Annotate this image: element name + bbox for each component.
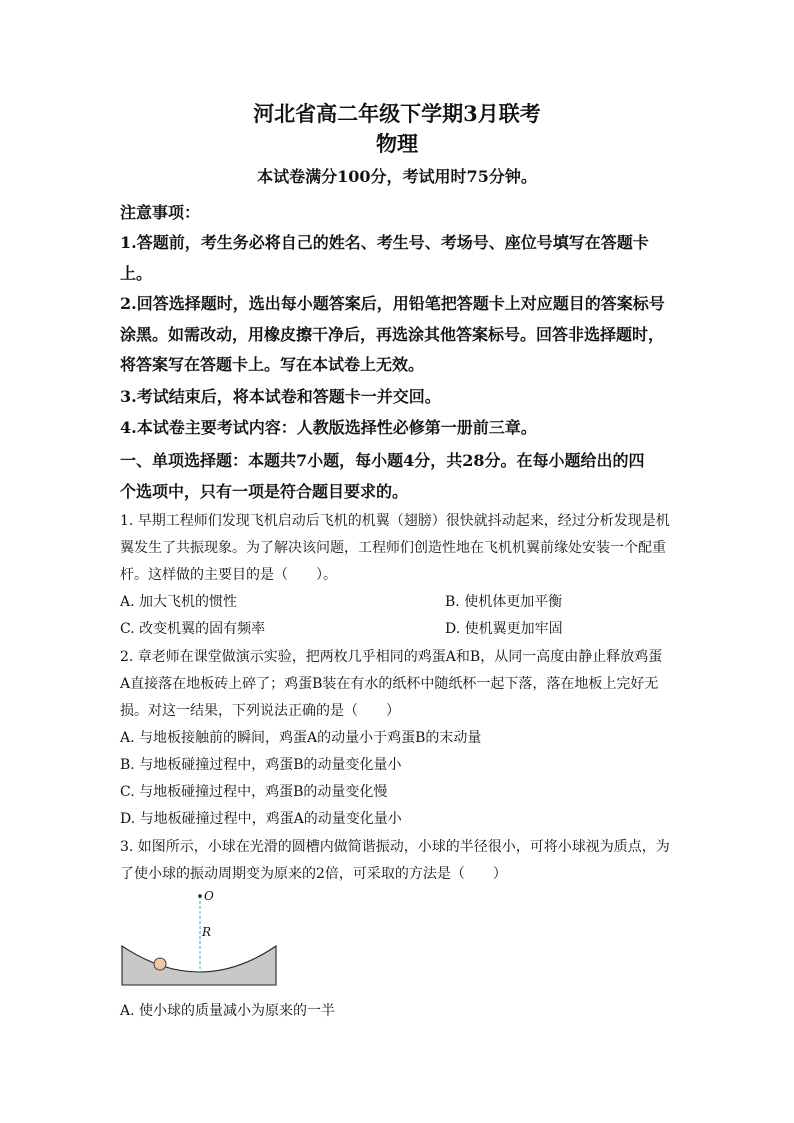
notice-line: 涂黑。如需改动，用橡皮擦干净后，再选涂其他答案标号。回答非选择题时，	[120, 325, 665, 344]
question-1-text: 1. 早期工程师们发现飞机启动后飞机的机翼（翅膀）很快就抖动起来，经过分析发现是机	[120, 513, 670, 529]
question-2-text: 2. 章老师在课堂做演示实验，把两枚几乎相同的鸡蛋A和B，从同一高度由静止释放鸡蛋	[120, 649, 663, 665]
notice-line: 3.考试结束后，将本试卷和答题卡一并交回。	[120, 387, 441, 406]
notice-line: 将答案写在答题卡上。写在本试卷上无效。	[120, 355, 425, 374]
q2-option-b: B. 与地板碰撞过程中，鸡蛋B的动量变化量小	[120, 757, 402, 773]
question-1-text: 杆。这样做的主要目的是（ ）。	[120, 567, 337, 583]
q1-option-c: C. 改变机翼的固有频率	[120, 621, 266, 637]
q2-option-c: C. 与地板碰撞过程中，鸡蛋B的动量变化慢	[120, 784, 388, 800]
q1-option-a: A. 加大飞机的惯性	[120, 594, 238, 610]
label-r: R	[202, 925, 212, 939]
notice-line: 4.本试卷主要考试内容：人教版选择性必修第一册前三章。	[120, 418, 537, 437]
q2-option-d: D. 与地板碰撞过程中，鸡蛋A的动量变化量小	[120, 811, 402, 827]
question-2-text: A直接落在地板砖上碎了；鸡蛋B装在有水的纸杯中随纸杯一起下落，落在地板上完好无	[120, 676, 659, 692]
exam-info: 本试卷满分100分，考试用时75分钟。	[257, 167, 537, 186]
q2-option-a: A. 与地板接触前的瞬间，鸡蛋A的动量小于鸡蛋B的末动量	[120, 730, 482, 746]
groove-figure	[118, 886, 283, 988]
pivot-point	[198, 894, 202, 898]
q1-option-b: B. 使机体更加平衡	[445, 594, 563, 610]
small-ball	[154, 958, 166, 970]
exam-title: 河北省高二年级下学期3月联考	[253, 101, 541, 126]
label-o: O	[204, 889, 214, 903]
question-1-text: 翼发生了共振现象。为了解决该问题，工程师们创造性地在飞机机翼前缘处安装一个配重	[120, 540, 666, 556]
question-3-text: 3. 如图所示，小球在光滑的圆槽内做简谐振动，小球的半径很小，可将小球视为质点，为	[120, 839, 670, 855]
groove-body	[122, 946, 276, 985]
section-heading: 一、单项选择题：本题共7小题，每小题4分，共28分。在每小题给出的四	[120, 451, 645, 470]
notice-line: 2.回答选择题时，选出每小题答案后，用铅笔把答题卡上对应题目的答案标号	[120, 294, 665, 313]
q1-option-d: D. 使机翼更加牢固	[445, 621, 563, 637]
question-2-text: 损。对这一结果，下列说法正确的是（ ）	[120, 703, 400, 719]
q3-option-a: A. 使小球的质量减小为原来的一半	[120, 1003, 336, 1019]
question-3-text: 了使小球的振动周期变为原来的2倍，可采取的方法是（ ）	[120, 866, 507, 882]
notice-line: 1.答题前，考生务必将自己的姓名、考生号、考场号、座位号填写在答题卡	[120, 233, 649, 252]
notice-line: 上。	[120, 264, 153, 283]
section-heading: 个选项中，只有一项是符合题目要求的。	[120, 482, 409, 501]
exam-subject: 物理	[376, 131, 418, 156]
notice-heading: 注意事项：	[120, 203, 201, 222]
